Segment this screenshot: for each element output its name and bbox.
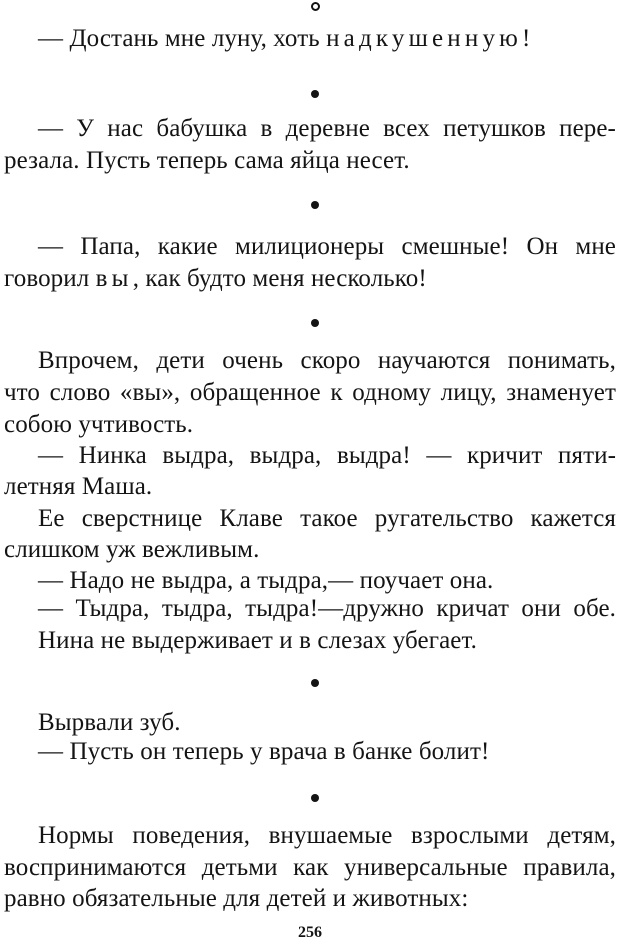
- text-line-12: слишком уж вежливым.: [4, 536, 260, 563]
- text-line-15: Нина не выдерживает и в слезах убегает.: [38, 627, 477, 654]
- page-number: 256: [298, 924, 322, 941]
- section-separator: [311, 201, 319, 209]
- text-line-3: резала. Пусть теперь сама яйца несет.: [4, 147, 410, 174]
- text-line-13: — Надо не выдра, а тыдра,— поучает она.: [38, 567, 494, 594]
- text-line-19: воспринимаются детьми как универсальные правила,: [4, 854, 616, 881]
- section-separator: [311, 90, 319, 98]
- text-line-2: — У нас бабушка в деревне всех петушков пере-: [38, 115, 616, 142]
- text-line-7: что слово «вы», обращенное к одному лицу, знаменует: [4, 379, 616, 406]
- text-line-1: — Достань мне луну, хоть надкушенную!: [38, 25, 535, 52]
- text-line-4: — Папа, какие милиционеры смешные! Он мне: [38, 233, 616, 260]
- text-line-14: — Тыдра, тыдра, тыдра!—дружно кричат они обе.: [38, 595, 616, 622]
- section-separator: [311, 319, 319, 327]
- text-line-10: летняя Маша.: [4, 473, 153, 500]
- section-separator: [311, 794, 319, 802]
- text-line-9: — Нинка выдра, выдра, выдра! — кричит пяти-: [38, 442, 616, 469]
- text-line-17: — Пусть он теперь у врача в банке болит!: [38, 738, 490, 765]
- section-separator-top: [311, 2, 320, 11]
- text-line-8: собою учтивость.: [4, 411, 194, 438]
- emphasized-word: вы: [95, 265, 133, 292]
- emphasized-word: надкушенную!: [326, 25, 535, 52]
- text-line-18: Нормы поведения, внушаемые взрослыми детям,: [38, 822, 616, 849]
- text-line-11: Ее сверстнице Клаве такое ругательство кажется: [38, 505, 616, 532]
- section-separator: [311, 679, 319, 687]
- text-line-20: равно обязательные для детей и животных:: [4, 885, 469, 912]
- text-line-5: говорил вы, как будто меня несколько!: [4, 265, 427, 292]
- text-line-6: Впрочем, дети очень скоро научаются понимать,: [38, 347, 616, 374]
- text-line-16: Вырвали зуб.: [38, 709, 181, 736]
